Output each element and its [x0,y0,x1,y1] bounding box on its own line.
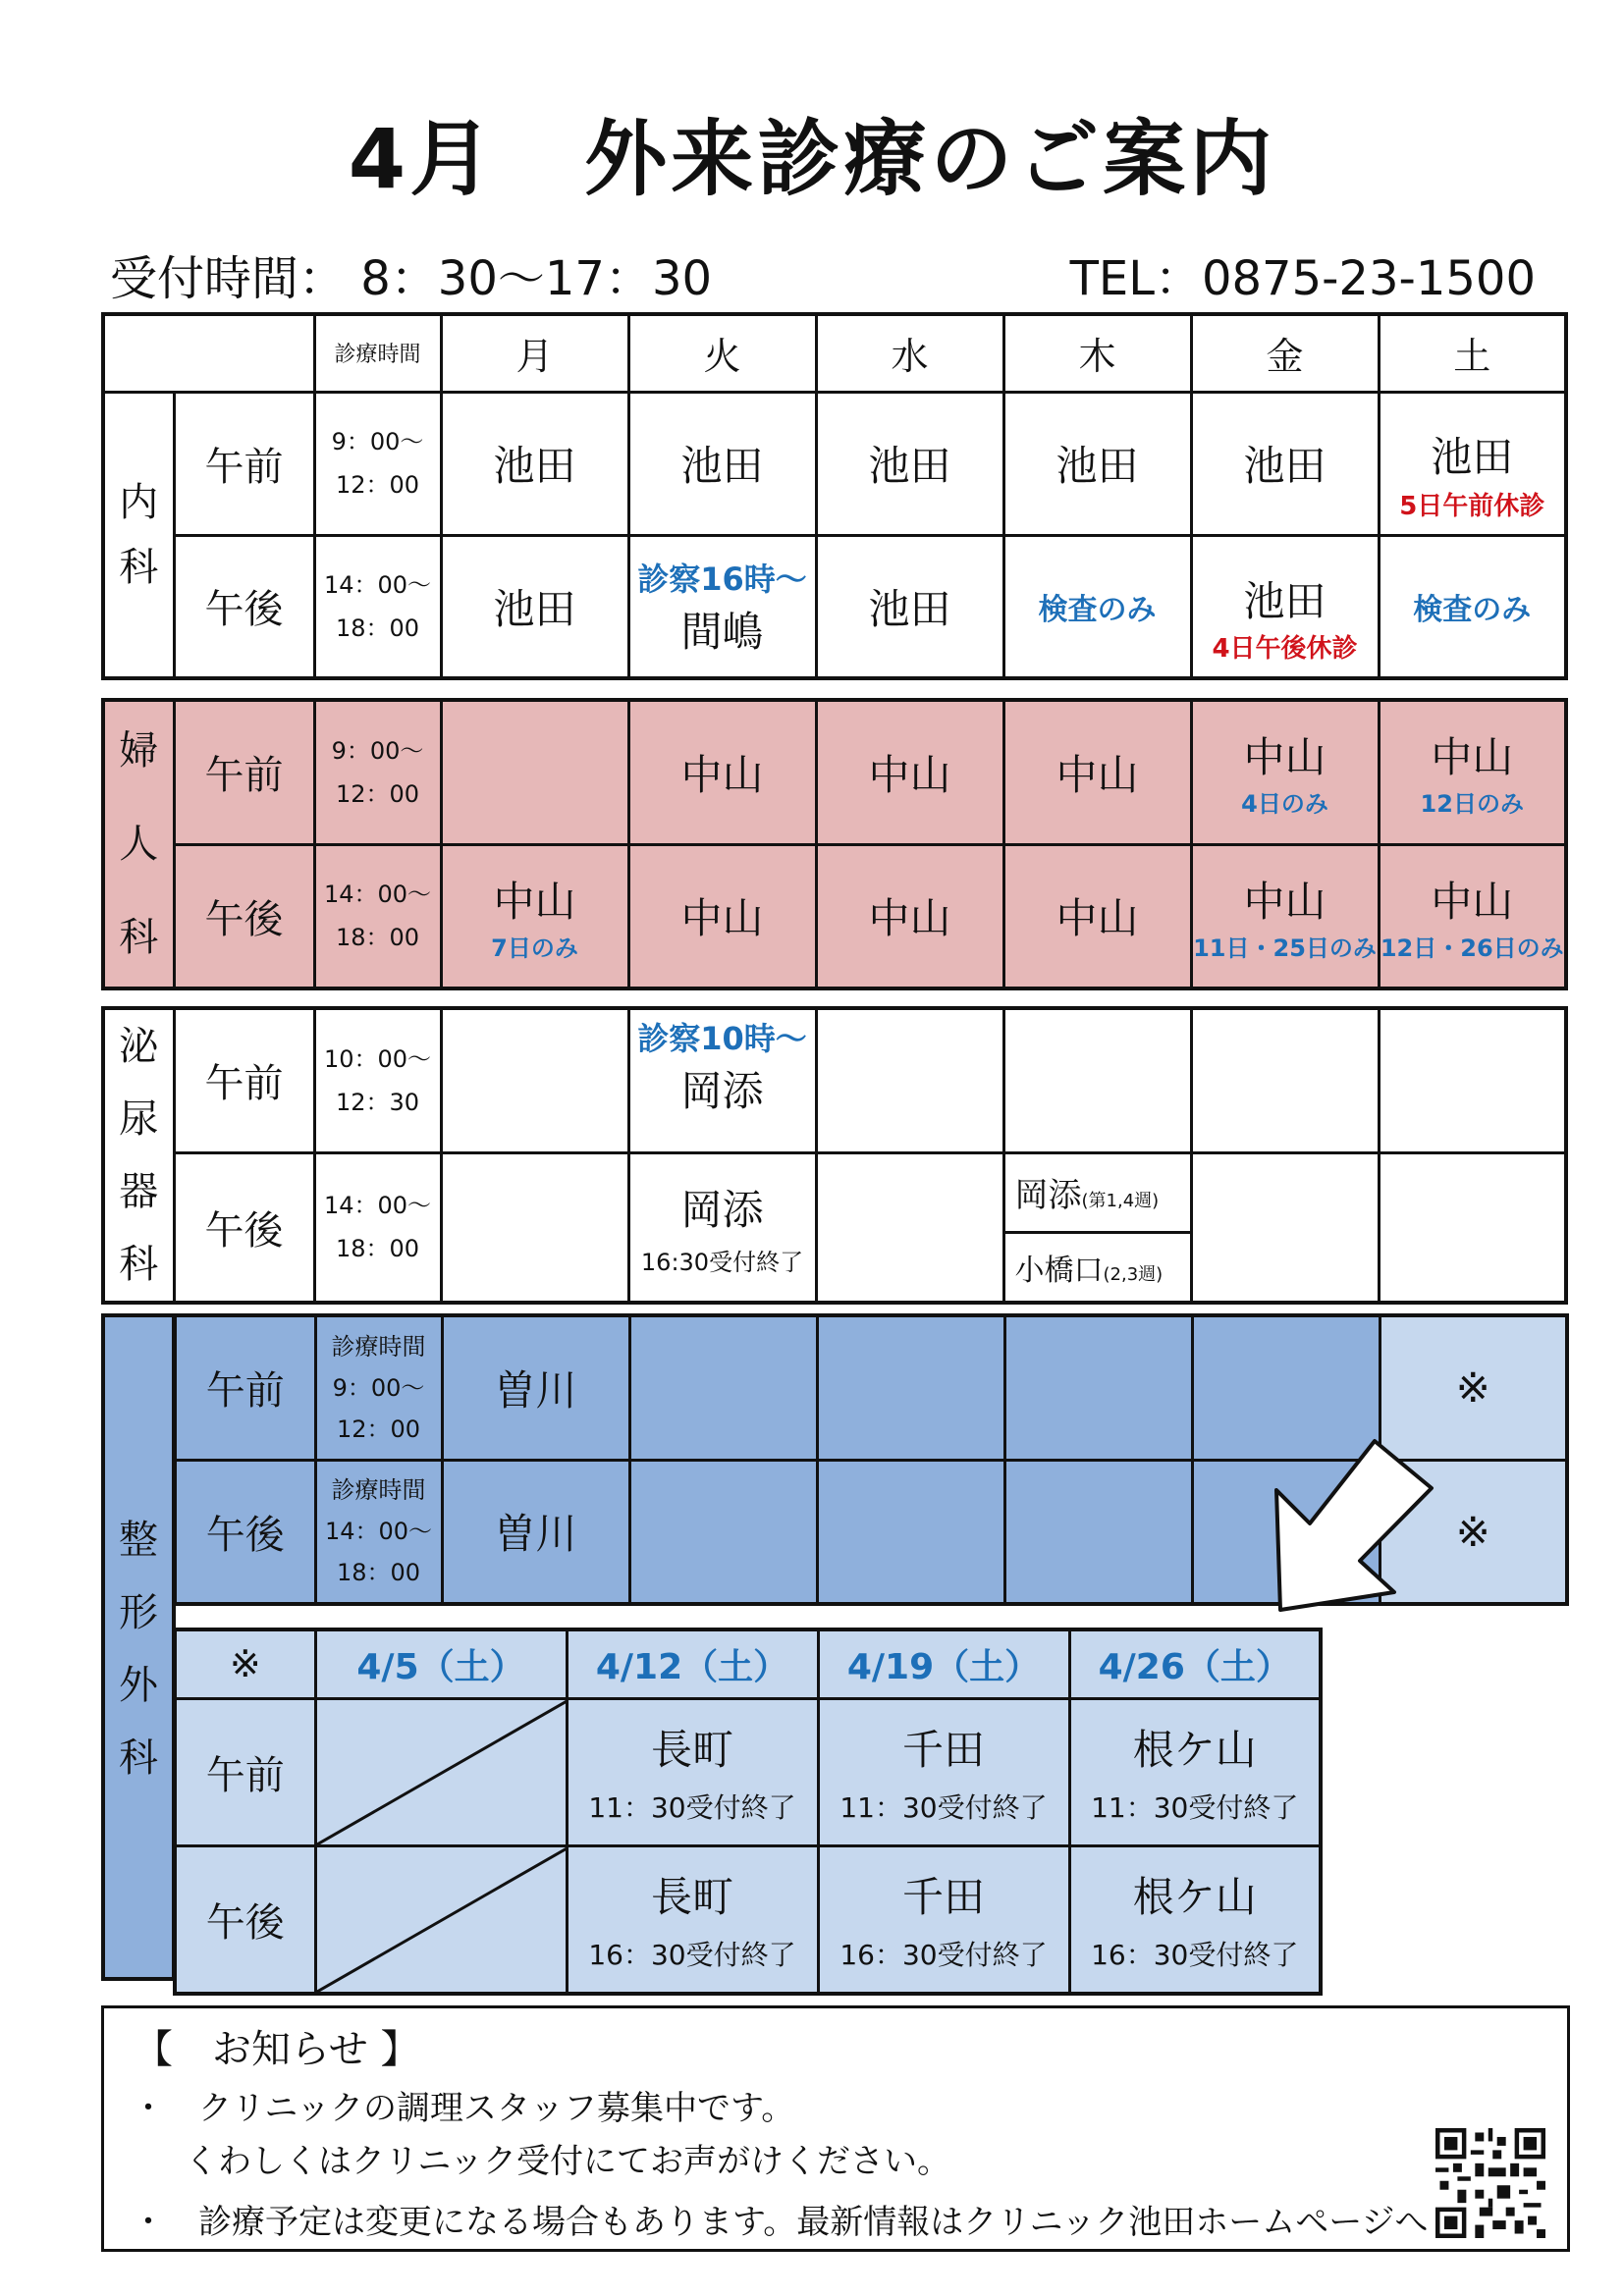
fujinka-am-sat: 中山 12日のみ [1379,700,1566,844]
fujinka-am-time: 9：00〜 12：00 [314,700,441,844]
sub-am-cell-3: 根ケ山 11：30受付終了 [1069,1698,1321,1845]
naika-pm-tue: 診察16時〜 間嶋 [628,535,816,678]
header-time-label: 診療時間 [314,314,441,392]
seikei-pm-wed [817,1460,1004,1604]
naika-am-wed: 池田 [816,392,1003,535]
fujinka-pm-wed: 中山 [816,844,1003,988]
hinyoki-am-tue: 診察10時〜 岡添 [628,1008,816,1152]
reception-hours: 受付時間： 8：30〜17：30 [110,251,713,306]
seikei-pm-time: 診療時間 14：00〜 18：00 [315,1460,442,1604]
dept-hinyoki: 泌 尿 器 科 [103,1008,174,1303]
seikei-am-tue [629,1315,817,1460]
seikei-am-time: 診療時間 9：00〜 12：00 [315,1315,442,1460]
naika-pm-thu: 検査のみ [1003,535,1191,678]
seikei-am-sat: ※ [1380,1315,1567,1460]
hinyoki-am-fri [1191,1008,1379,1152]
fujinka-pm-time: 14：00〜 18：00 [314,844,441,988]
notice-line-1: ・ クリニックの調理スタッフ募集中です。 [132,2089,795,2128]
sub-am-4-5-empty [315,1698,567,1845]
day-tue: 火 [628,314,816,392]
hinyoki-am-wed [816,1008,1003,1152]
hinyoki-pm-wed [816,1152,1003,1303]
seikei-pm-label: 午後 [175,1460,315,1604]
naika-am-fri: 池田 [1191,392,1379,535]
hinyoki-pm-sat [1379,1152,1566,1303]
fujinka-am-wed: 中山 [816,700,1003,844]
naika-pm-mon: 池田 [441,535,628,678]
qr-code-icon[interactable] [1435,2128,1545,2238]
sub-pm-cell-3: 根ケ山 16：30受付終了 [1069,1845,1321,1994]
naika-pm-fri-note: 4日午後休診 [1212,634,1358,665]
sub-pm-4-5-empty [315,1845,567,1994]
fujinka-am-mon [441,700,628,844]
fujinka-am-tue: 中山 [628,700,816,844]
seikei-am-label: 午前 [175,1315,315,1460]
notice-line-2: くわしくはクリニック受付にてお声がけください。 [185,2142,950,2181]
day-thu: 木 [1003,314,1191,392]
day-sat: 土 [1379,314,1566,392]
seikei-pm-thu [1004,1460,1192,1604]
day-fri: 金 [1191,314,1379,392]
naika-am-time: 9：00〜 12：00 [314,392,441,535]
fujinka-pm-sat: 中山 12日・26日のみ [1379,844,1566,988]
diagonal-slash [317,1700,568,1844]
seikei-sub-table [173,1628,1323,1996]
naika-am-mon: 池田 [441,392,628,535]
dept-naika: 内 科 [103,392,174,678]
hinyoki-am-sat [1379,1008,1566,1152]
sub-pm-label: 午後 [175,1845,315,1994]
sub-date-3: 4/19（土） [818,1629,1069,1698]
fujinka-pm-tue: 中山 [628,844,816,988]
hinyoki-table [101,1006,1568,1305]
fujinka-table [101,698,1568,990]
fujinka-pm-fri: 中山 11日・25日のみ [1191,844,1379,988]
notice-box [101,2005,1570,2252]
sub-mark: ※ [175,1629,315,1698]
naika-pm-sat: 検査のみ [1379,535,1566,678]
sub-date-4: 4/26（土） [1069,1629,1321,1698]
seikei-pm-sat: ※ [1380,1460,1567,1604]
sub-am-cell-2: 千田 11：30受付終了 [818,1698,1069,1845]
dept-fujinka: 婦 人 科 [103,700,174,988]
sub-am-label: 午前 [175,1698,315,1845]
sub-pm-cell-2: 千田 16：30受付終了 [818,1845,1069,1994]
fujinka-pm-thu: 中山 [1003,844,1191,988]
day-wed: 水 [816,314,1003,392]
hinyoki-pm-label: 午後 [174,1152,314,1303]
header-blank [103,314,314,392]
naika-pm-label: 午後 [174,535,314,678]
seikei-am-mon: 曽川 [442,1315,629,1460]
sub-pm-cell-1: 長町 16：30受付終了 [567,1845,818,1994]
page-title [0,93,1624,212]
naika-pm-fri: 池田 4日午後休診 [1191,535,1379,678]
seikei-dept-cell: 整 形 外 科 [101,1313,176,1981]
hinyoki-pm-thu-1: 岡添(第1,4週) [1003,1152,1191,1232]
naika-table [101,312,1568,680]
sub-date-2: 4/12（土） [567,1629,818,1698]
seikei-pm-tue [629,1460,817,1604]
hinyoki-pm-mon [441,1152,628,1303]
diagonal-slash [317,1847,568,1992]
seikei-am-thu [1004,1315,1192,1460]
hinyoki-pm-tue: 岡添 16:30受付終了 [628,1152,816,1303]
hinyoki-pm-time: 14：00〜 18：00 [314,1152,441,1303]
naika-pm-time: 14：00〜 18：00 [314,535,441,678]
fujinka-am-thu: 中山 [1003,700,1191,844]
phone-number[interactable]: TEL：0875-23-1500 [1069,251,1536,306]
day-mon: 月 [441,314,628,392]
hinyoki-am-time: 10：00〜 12：30 [314,1008,441,1152]
naika-am-sat-note: 5日午前休診 [1399,491,1545,521]
hinyoki-am-label: 午前 [174,1008,314,1152]
fujinka-am-fri: 中山 4日のみ [1191,700,1379,844]
hinyoki-pm-thu-2: 小橋口(2,3週) [1003,1232,1191,1303]
fujinka-am-label: 午前 [174,700,314,844]
hinyoki-am-mon [441,1008,628,1152]
fujinka-pm-label: 午後 [174,844,314,988]
sub-date-1: 4/5（土） [315,1629,567,1698]
naika-am-tue: 池田 [628,392,816,535]
seikei-pm-mon: 曽川 [442,1460,629,1604]
title-text: 外来診療のご案内 [584,111,1276,207]
month-label: 4月 [348,111,497,207]
notice-line-3: ・ 診療予定は変更になる場合もあります。最新情報はクリニック池田ホームページへ [132,2203,1429,2242]
arrow-down-left-icon [1267,1433,1443,1620]
naika-am-sat: 池田 5日午前休診 [1379,392,1566,535]
sub-am-cell-1: 長町 11：30受付終了 [567,1698,818,1845]
naika-am-label: 午前 [174,392,314,535]
hinyoki-pm-fri [1191,1152,1379,1303]
notice-heading: 【 お知らせ 】 [134,2027,420,2072]
seikei-am-wed [817,1315,1004,1460]
naika-pm-wed: 池田 [816,535,1003,678]
fujinka-pm-mon: 中山 7日のみ [441,844,628,988]
naika-am-thu: 池田 [1003,392,1191,535]
hinyoki-am-thu [1003,1008,1191,1152]
